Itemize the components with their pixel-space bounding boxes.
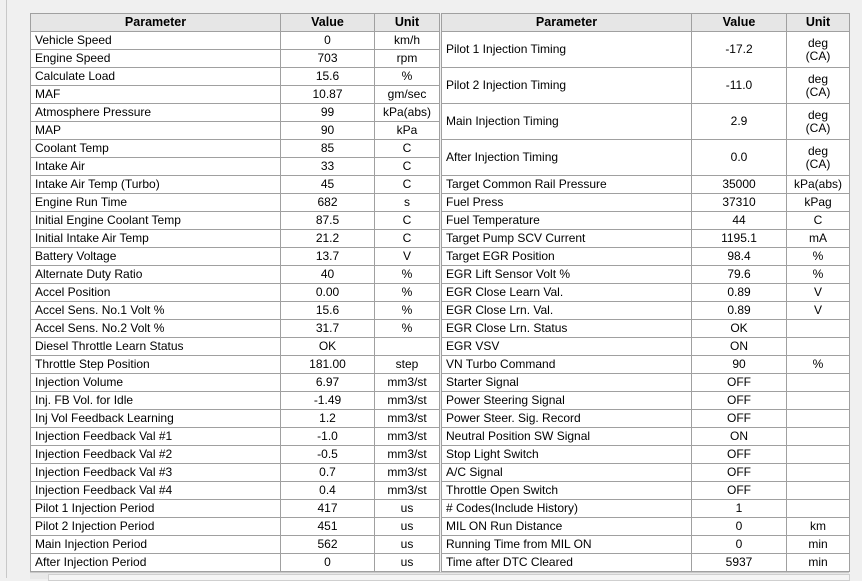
table-row[interactable]	[442, 554, 850, 572]
unit-cell: kPa(abs)	[787, 176, 850, 194]
left-header-row	[31, 14, 440, 32]
unit-cell: C	[375, 158, 440, 176]
table-row[interactable]	[31, 50, 440, 68]
parameter-cell: Injection Feedback Val #1	[31, 428, 281, 446]
unit-cell: mm3/st	[375, 428, 440, 446]
parameter-cell: EGR VSV	[442, 338, 692, 356]
unit-line-2: (CA)	[805, 120, 831, 135]
table-row[interactable]	[31, 374, 440, 392]
value-cell: OFF	[692, 446, 787, 464]
unit-cell: C	[375, 176, 440, 194]
table-row[interactable]	[31, 428, 440, 446]
value-cell: 90	[692, 356, 787, 374]
table-row[interactable]	[442, 230, 850, 248]
table-row[interactable]	[31, 212, 440, 230]
unit-cell: step	[375, 356, 440, 374]
parameter-cell: Pilot 1 Injection Period	[31, 500, 281, 518]
value-cell: 21.2	[281, 230, 375, 248]
value-cell: 0	[692, 536, 787, 554]
unit-line-2: (CA)	[805, 156, 831, 171]
unit-cell: C	[375, 140, 440, 158]
parameter-cell: Initial Intake Air Temp	[31, 230, 281, 248]
value-cell: ON	[692, 338, 787, 356]
parameter-cell: Coolant Temp	[31, 140, 281, 158]
value-cell: 85	[281, 140, 375, 158]
value-cell: 181.00	[281, 356, 375, 374]
parameter-cell: Running Time from MIL ON	[442, 536, 692, 554]
value-cell: 87.5	[281, 212, 375, 230]
parameter-cell: Vehicle Speed	[31, 32, 281, 50]
unit-cell	[787, 482, 850, 500]
col-header-parameter[interactable]: Parameter	[31, 14, 281, 32]
unit-cell: C	[787, 212, 850, 230]
parameter-cell: MAF	[31, 86, 281, 104]
parameter-cell: Alternate Duty Ratio	[31, 266, 281, 284]
unit-cell	[787, 68, 850, 104]
parameter-cell: Pilot 2 Injection Period	[31, 518, 281, 536]
parameter-cell: Initial Engine Coolant Temp	[31, 212, 281, 230]
unit-cell: kPag	[787, 194, 850, 212]
parameter-cell: Accel Position	[31, 284, 281, 302]
unit-line-1: deg	[807, 71, 829, 86]
parameter-cell: After Injection Period	[31, 554, 281, 572]
value-cell: 5937	[692, 554, 787, 572]
parameter-cell: Pilot 1 Injection Timing	[442, 32, 692, 68]
table-row[interactable]	[31, 446, 440, 464]
table-row[interactable]	[31, 536, 440, 554]
window-left-edge	[0, 0, 7, 578]
unit-cell	[787, 392, 850, 410]
parameter-cell: Inj Vol Feedback Learning	[31, 410, 281, 428]
unit-cell: gm/sec	[375, 86, 440, 104]
table-row[interactable]	[31, 392, 440, 410]
unit-line-1: deg	[807, 143, 829, 158]
parameter-cell: Atmosphere Pressure	[31, 104, 281, 122]
table-row[interactable]	[31, 140, 440, 158]
parameter-cell: MIL ON Run Distance	[442, 518, 692, 536]
table-row[interactable]	[442, 536, 850, 554]
unit-cell	[787, 500, 850, 518]
table-row[interactable]	[442, 320, 850, 338]
table-row[interactable]	[442, 248, 850, 266]
value-cell: OFF	[692, 482, 787, 500]
parameter-cell: A/C Signal	[442, 464, 692, 482]
unit-cell: min	[787, 554, 850, 572]
parameter-cell: Throttle Open Switch	[442, 482, 692, 500]
parameter-cell: VN Turbo Command	[442, 356, 692, 374]
value-cell: 0	[692, 518, 787, 536]
parameter-cell: Target Pump SCV Current	[442, 230, 692, 248]
parameter-cell: Target Common Rail Pressure	[442, 176, 692, 194]
value-cell: 13.7	[281, 248, 375, 266]
unit-cell	[787, 32, 850, 68]
value-cell: 45	[281, 176, 375, 194]
table-row[interactable]	[442, 428, 850, 446]
unit-cell	[787, 464, 850, 482]
parameter-cell: Injection Volume	[31, 374, 281, 392]
parameter-cell: Main Injection Period	[31, 536, 281, 554]
table-row[interactable]	[442, 518, 850, 536]
right-data-list	[441, 13, 849, 572]
unit-cell: V	[787, 284, 850, 302]
table-row[interactable]	[31, 122, 440, 140]
left-data-list	[30, 13, 439, 572]
table-row[interactable]	[442, 482, 850, 500]
unit-cell	[787, 320, 850, 338]
value-cell: 37310	[692, 194, 787, 212]
parameter-cell: Main Injection Timing	[442, 104, 692, 140]
table-row[interactable]	[31, 230, 440, 248]
value-cell: -17.2	[692, 32, 787, 68]
table-row[interactable]	[442, 140, 850, 176]
parameter-cell: Throttle Step Position	[31, 356, 281, 374]
value-cell: -1.0	[281, 428, 375, 446]
left-data-table	[30, 13, 440, 572]
table-row[interactable]	[31, 194, 440, 212]
unit-cell: %	[787, 356, 850, 374]
value-cell: 99	[281, 104, 375, 122]
parameter-cell: Diesel Throttle Learn Status	[31, 338, 281, 356]
value-cell: 0.0	[692, 140, 787, 176]
value-cell: 10.87	[281, 86, 375, 104]
value-cell: 417	[281, 500, 375, 518]
unit-cell: mm3/st	[375, 482, 440, 500]
parameter-cell: Target EGR Position	[442, 248, 692, 266]
value-cell: 15.6	[281, 302, 375, 320]
value-cell: -1.49	[281, 392, 375, 410]
table-row[interactable]	[442, 266, 850, 284]
unit-cell: C	[375, 212, 440, 230]
value-cell: 0	[281, 554, 375, 572]
table-row[interactable]	[31, 86, 440, 104]
table-row[interactable]	[442, 464, 850, 482]
unit-cell: us	[375, 518, 440, 536]
table-row[interactable]	[31, 248, 440, 266]
value-cell: OFF	[692, 464, 787, 482]
parameter-cell: EGR Lift Sensor Volt %	[442, 266, 692, 284]
unit-cell: kPa	[375, 122, 440, 140]
unit-cell	[375, 338, 440, 356]
value-cell: 0.89	[692, 302, 787, 320]
table-row[interactable]	[442, 68, 850, 104]
value-cell: 90	[281, 122, 375, 140]
right-data-table	[441, 13, 850, 572]
unit-cell: V	[787, 302, 850, 320]
unit-cell: kPa(abs)	[375, 104, 440, 122]
table-row[interactable]	[442, 446, 850, 464]
value-cell: 35000	[692, 176, 787, 194]
unit-cell: s	[375, 194, 440, 212]
unit-cell: min	[787, 536, 850, 554]
unit-line-1: deg	[807, 107, 829, 122]
unit-cell: km	[787, 518, 850, 536]
table-row[interactable]	[442, 500, 850, 518]
col-header-unit[interactable]: Unit	[787, 14, 850, 32]
value-cell: OFF	[692, 410, 787, 428]
parameter-cell: Fuel Temperature	[442, 212, 692, 230]
unit-cell: %	[787, 266, 850, 284]
unit-cell: mA	[787, 230, 850, 248]
value-cell: 562	[281, 536, 375, 554]
unit-cell: mm3/st	[375, 464, 440, 482]
unit-cell: %	[375, 266, 440, 284]
unit-line-2: (CA)	[805, 48, 831, 63]
table-row[interactable]	[31, 32, 440, 50]
value-cell: 79.6	[692, 266, 787, 284]
parameter-cell: EGR Close Learn Val.	[442, 284, 692, 302]
value-cell: OFF	[692, 392, 787, 410]
table-row[interactable]	[31, 338, 440, 356]
value-cell: 1.2	[281, 410, 375, 428]
value-cell: 0.7	[281, 464, 375, 482]
value-cell: ON	[692, 428, 787, 446]
unit-cell: %	[375, 320, 440, 338]
table-row[interactable]	[442, 410, 850, 428]
value-cell: 0.00	[281, 284, 375, 302]
table-row[interactable]	[31, 500, 440, 518]
table-row[interactable]	[31, 482, 440, 500]
unit-cell	[787, 104, 850, 140]
unit-cell	[787, 410, 850, 428]
value-cell: -0.5	[281, 446, 375, 464]
table-row[interactable]	[31, 410, 440, 428]
parameter-cell: Battery Voltage	[31, 248, 281, 266]
value-cell: 1195.1	[692, 230, 787, 248]
unit-cell: mm3/st	[375, 410, 440, 428]
unit-cell: mm3/st	[375, 446, 440, 464]
parameter-cell: Engine Run Time	[31, 194, 281, 212]
table-row[interactable]	[31, 104, 440, 122]
unit-cell	[787, 338, 850, 356]
value-cell: 451	[281, 518, 375, 536]
value-cell: 40	[281, 266, 375, 284]
parameter-cell: Power Steering Signal	[442, 392, 692, 410]
parameter-cell: Power Steer. Sig. Record	[442, 410, 692, 428]
parameter-cell: Intake Air	[31, 158, 281, 176]
table-row[interactable]	[31, 68, 440, 86]
parameter-cell: Fuel Press	[442, 194, 692, 212]
table-row[interactable]	[442, 302, 850, 320]
unit-cell: C	[375, 230, 440, 248]
parameter-cell: Calculate Load	[31, 68, 281, 86]
table-row[interactable]	[31, 518, 440, 536]
parameter-cell: # Codes(Include History)	[442, 500, 692, 518]
table-row[interactable]	[442, 356, 850, 374]
table-row[interactable]	[31, 158, 440, 176]
table-row[interactable]	[31, 464, 440, 482]
parameter-cell: Time after DTC Cleared	[442, 554, 692, 572]
value-cell: -11.0	[692, 68, 787, 104]
value-cell: OK	[692, 320, 787, 338]
table-row[interactable]	[31, 176, 440, 194]
right-header-row	[442, 14, 850, 32]
col-header-parameter[interactable]: Parameter	[442, 14, 692, 32]
value-cell: 44	[692, 212, 787, 230]
parameter-cell: EGR Close Lrn. Status	[442, 320, 692, 338]
table-row[interactable]	[442, 284, 850, 302]
unit-cell: V	[375, 248, 440, 266]
table-row[interactable]	[31, 320, 440, 338]
table-row[interactable]	[31, 284, 440, 302]
unit-cell: us	[375, 554, 440, 572]
table-row[interactable]	[31, 356, 440, 374]
value-cell: 98.4	[692, 248, 787, 266]
value-cell: 703	[281, 50, 375, 68]
table-row[interactable]	[442, 212, 850, 230]
value-cell: 15.6	[281, 68, 375, 86]
col-header-value[interactable]: Value	[692, 14, 787, 32]
table-row[interactable]	[442, 374, 850, 392]
value-cell: 31.7	[281, 320, 375, 338]
table-row[interactable]	[31, 266, 440, 284]
col-header-value[interactable]: Value	[281, 14, 375, 32]
parameter-cell: EGR Close Lrn. Val.	[442, 302, 692, 320]
unit-cell: %	[375, 284, 440, 302]
table-row[interactable]	[442, 338, 850, 356]
value-cell: 0.4	[281, 482, 375, 500]
unit-cell: mm3/st	[375, 374, 440, 392]
parameter-cell: Accel Sens. No.2 Volt %	[31, 320, 281, 338]
table-row[interactable]	[442, 104, 850, 140]
parameter-cell: Engine Speed	[31, 50, 281, 68]
unit-cell	[787, 446, 850, 464]
parameter-cell: Stop Light Switch	[442, 446, 692, 464]
parameter-cell: Inj. FB Vol. for Idle	[31, 392, 281, 410]
parameter-cell: Starter Signal	[442, 374, 692, 392]
parameter-cell: After Injection Timing	[442, 140, 692, 176]
value-cell: 2.9	[692, 104, 787, 140]
unit-cell: rpm	[375, 50, 440, 68]
table-row[interactable]	[442, 32, 850, 68]
value-cell: 0	[281, 32, 375, 50]
unit-cell: km/h	[375, 32, 440, 50]
value-cell: 0.89	[692, 284, 787, 302]
table-row[interactable]	[442, 392, 850, 410]
parameter-cell: Pilot 2 Injection Timing	[442, 68, 692, 104]
table-row[interactable]	[442, 194, 850, 212]
unit-cell: %	[787, 248, 850, 266]
value-cell: OFF	[692, 374, 787, 392]
parameter-cell: Neutral Position SW Signal	[442, 428, 692, 446]
value-cell: 33	[281, 158, 375, 176]
unit-cell	[787, 428, 850, 446]
unit-cell: mm3/st	[375, 392, 440, 410]
value-cell: 6.97	[281, 374, 375, 392]
parameter-cell: Injection Feedback Val #4	[31, 482, 281, 500]
unit-cell	[787, 140, 850, 176]
col-header-unit[interactable]: Unit	[375, 14, 440, 32]
parameter-cell: Intake Air Temp (Turbo)	[31, 176, 281, 194]
table-row[interactable]	[442, 176, 850, 194]
value-cell: 682	[281, 194, 375, 212]
value-cell: 1	[692, 500, 787, 518]
unit-cell: us	[375, 500, 440, 518]
value-cell: OK	[281, 338, 375, 356]
parameter-cell: Injection Feedback Val #3	[31, 464, 281, 482]
parameter-cell: MAP	[31, 122, 281, 140]
unit-line-1: deg	[807, 35, 829, 50]
unit-cell	[787, 374, 850, 392]
table-row[interactable]	[31, 302, 440, 320]
table-row[interactable]	[31, 554, 440, 572]
parameter-cell: Accel Sens. No.1 Volt %	[31, 302, 281, 320]
parameter-cell: Injection Feedback Val #2	[31, 446, 281, 464]
unit-cell: us	[375, 536, 440, 554]
unit-cell: %	[375, 68, 440, 86]
unit-cell: %	[375, 302, 440, 320]
unit-line-2: (CA)	[805, 84, 831, 99]
